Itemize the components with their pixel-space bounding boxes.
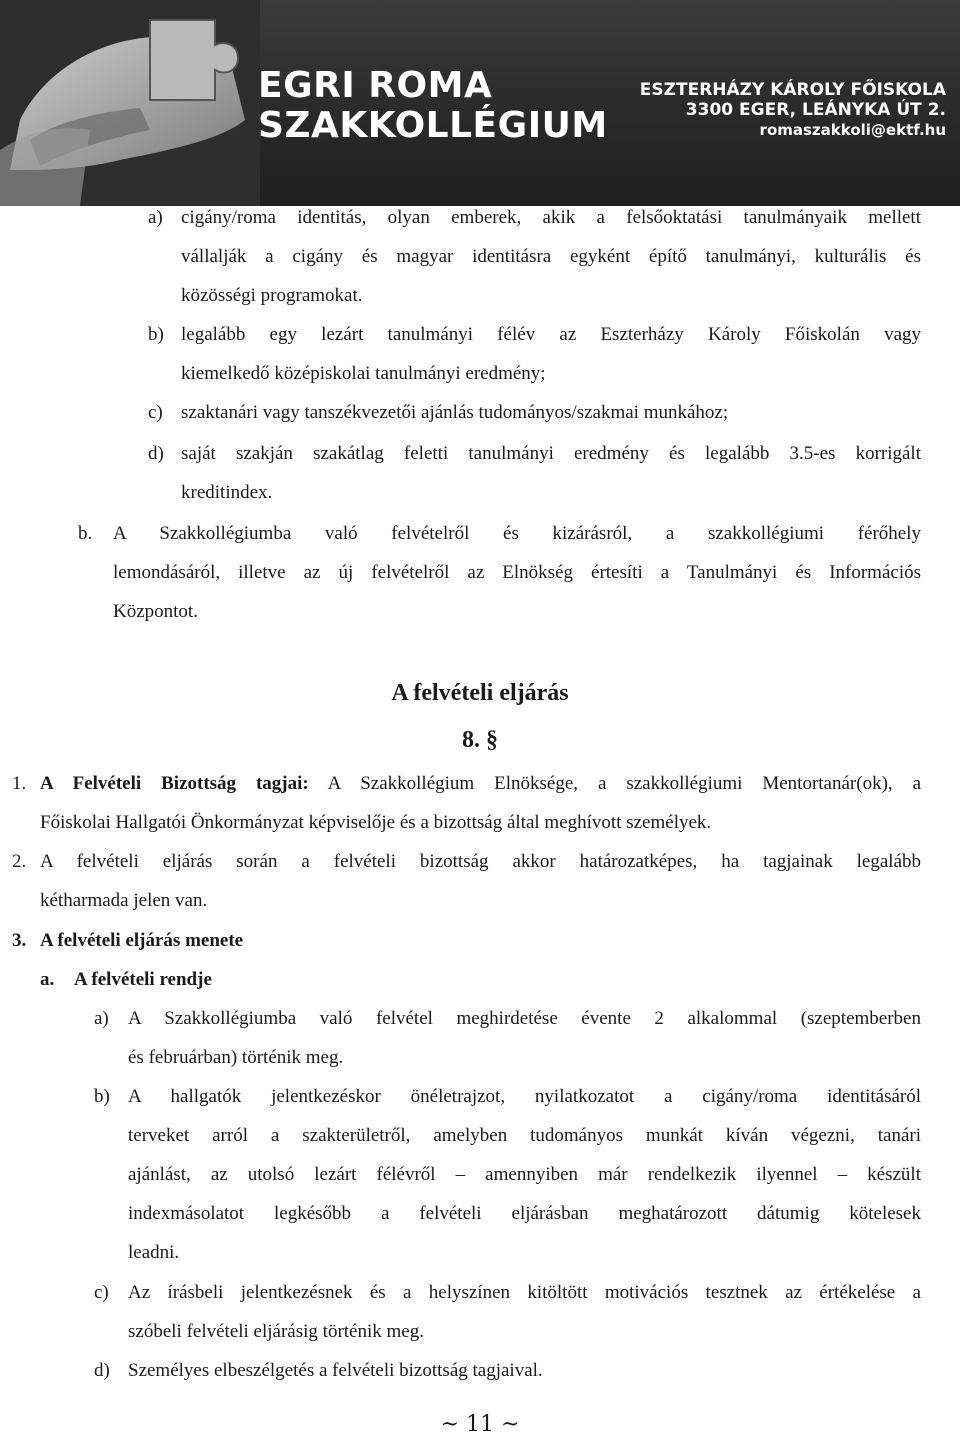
list-item-text — [128, 1351, 921, 1390]
text-line: Főiskolai Hallgatói Önkormányzat képviselője és a bizottság által meghívott személyek. — [40, 812, 712, 833]
subsection-heading: A felvételi rendje — [74, 969, 212, 990]
item-text — [40, 881, 921, 920]
list-item-text — [128, 1077, 921, 1116]
list-item-text — [128, 999, 921, 1038]
institution-address: 3300 EGER, LEÁNYKA ÚT 2. — [685, 100, 946, 120]
item-text — [40, 764, 921, 803]
text-line: leadni. — [128, 1242, 180, 1263]
item-marker: 1. — [12, 773, 27, 794]
text-line: A Szakkollégium Elnöksége, a szakkollégiumi Mentortanár(ok), a — [308, 773, 922, 794]
list-item-text — [128, 1038, 921, 1077]
list-item-text — [181, 393, 921, 432]
text-line: közösségi programokat. — [181, 285, 363, 306]
text-line: ajánlást, az utolsó lezárt félévről – amennyiben már rendelkezik ilyennel – készült — [128, 1164, 921, 1185]
subsection-marker: a. — [40, 969, 55, 990]
text-line: kreditindex. — [181, 482, 273, 503]
section-sign-icon: § — [486, 727, 498, 753]
list-item-text — [128, 1312, 921, 1351]
list-item-text — [128, 1116, 921, 1155]
text-line: A Szakkollégiumba való felvételről és kizárásról, a szakkollégiumi férőhely — [113, 523, 921, 544]
list-marker: d) — [148, 443, 164, 464]
title-line-2: SZAKKOLLÉGIUM — [258, 105, 608, 146]
paragraph-text — [113, 553, 921, 592]
list-marker: c) — [94, 1282, 109, 1303]
text-line: szóbeli felvételi eljárásig történik meg. — [128, 1321, 424, 1342]
hand-puzzle-logo-icon — [0, 0, 260, 206]
paragraph-marker: b. — [78, 523, 93, 544]
section-title: A felvételi eljárás — [391, 680, 569, 706]
item-marker: 3. — [12, 930, 27, 951]
text-line: kétharmada jelen van. — [40, 890, 208, 911]
collegium-logo-title — [258, 66, 608, 146]
list-item-text — [181, 434, 921, 473]
list-marker: c) — [148, 402, 163, 423]
text-line: cigány/roma identitás, olyan emberek, akik a felsőoktatási tanulmányaik mellett — [181, 207, 921, 228]
text-line: kiemelkedő középiskolai tanulmányi eredmény; — [181, 363, 546, 384]
text-line: Személyes elbeszélgetés a felvételi bizottság tagjaival. — [128, 1360, 543, 1381]
list-item-text — [128, 1273, 921, 1312]
section-number — [0, 722, 960, 758]
list-marker: b) — [94, 1086, 110, 1107]
text-line: szaktanári vagy tanszékvezetői ajánlás tudományos/szakmai munkához; — [181, 402, 729, 423]
page-number: ~ 11 ~ — [440, 1412, 520, 1437]
list-item-text — [181, 198, 921, 237]
text-line: A hallgatók jelentkezéskor önéletrajzot, nyilatkozatot a cigány/roma identitásáról — [128, 1086, 921, 1107]
contact-email: romaszakkoli@ektf.hu — [759, 121, 946, 139]
text-line: és februárban) történik meg. — [128, 1047, 344, 1068]
text-line: Központot. — [113, 601, 198, 622]
list-marker: a) — [148, 207, 163, 228]
text-line: A felvételi eljárás során a felvételi bizottság akkor határozatképes, ha tagjainak legalább — [40, 851, 921, 872]
list-item-text — [128, 1155, 921, 1194]
item-marker: 2. — [12, 851, 27, 872]
list-item-text — [181, 315, 921, 354]
bold-label: A Felvételi Bizottság tagjai: — [40, 773, 309, 794]
list-marker: d) — [94, 1360, 110, 1381]
text-line: indexmásolatot legkésőbb a felvételi eljárásban meghatározott dátumig kötelesek — [128, 1203, 921, 1224]
institution-name: ESZTERHÁZY KÁROLY FŐISKOLA — [639, 80, 946, 100]
text-line: A Szakkollégiumba való felvétel meghirdetése évente 2 alkalommal (szeptemberben — [128, 1008, 921, 1029]
section-number-text: 8. — [462, 727, 480, 753]
title-line-1: EGRI ROMA — [258, 65, 493, 106]
list-marker: b) — [148, 324, 164, 345]
item-text — [40, 803, 921, 842]
item-text — [40, 842, 921, 881]
text-line: saját szakján szakátlag feletti tanulmányi eredmény és legalább 3.5-es korrigált — [181, 443, 921, 464]
list-item-text — [128, 1233, 921, 1272]
list-item-text — [181, 354, 921, 393]
text-line: vállalják a cigány és magyar identitásra egyként építő tanulmányi, kulturális és — [181, 246, 921, 267]
text-line: lemondásáról, illetve az új felvételről az Elnökség értesíti a Tanulmányi és Információs — [113, 562, 921, 583]
header-banner — [0, 0, 960, 206]
list-item-text — [181, 237, 921, 276]
text-line: legalább egy lezárt tanulmányi félév az Eszterházy Károly Főiskolán vagy — [181, 324, 921, 345]
list-item-text — [181, 473, 921, 512]
paragraph-text — [113, 514, 921, 553]
list-item-text — [128, 1194, 921, 1233]
text-line: Az írásbeli jelentkezésnek és a helyszínen kitöltött motivációs tesztnek az értékelése a — [128, 1282, 921, 1303]
text-line: terveket arról a szakterületről, amelyben tudományos munkát kíván végezni, tanári — [128, 1125, 921, 1146]
list-item-text — [181, 276, 921, 315]
list-marker: a) — [94, 1008, 109, 1029]
contact-block — [640, 80, 946, 140]
paragraph-text — [113, 592, 921, 631]
item-heading: A felvételi eljárás menete — [40, 930, 244, 951]
